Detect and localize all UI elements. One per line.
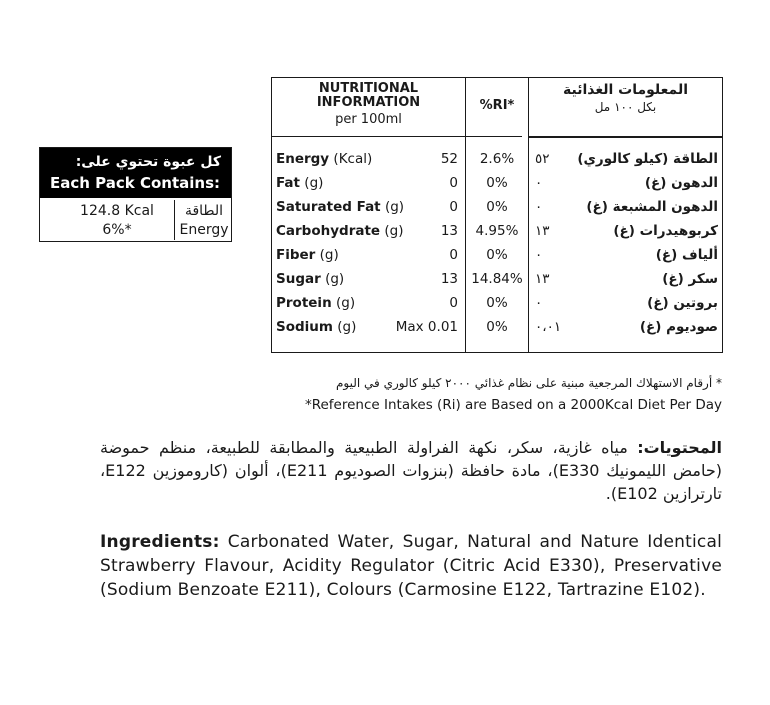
nutrient-name: Fiber (276, 247, 316, 263)
pack-energy-label-ar: الطاقة (184, 203, 224, 219)
nutrient-ri: 2.6% (479, 151, 515, 167)
nutrient-ri: 0% (486, 175, 508, 191)
nutrient-unit: (g) (337, 319, 357, 335)
nutrient-name: Protein (276, 295, 332, 311)
nutrient-row (272, 219, 722, 243)
nutrient-value-ar: ١٣ (535, 271, 550, 287)
nutrient-value-ar: ٠ (535, 199, 543, 215)
ingredients-en (100, 530, 722, 602)
pack-energy-ri: 6%* (102, 222, 132, 238)
nutrient-value: 52 (440, 151, 458, 167)
pack-contents-box (39, 147, 232, 242)
ingredients-label-en: Ingredients: (100, 532, 220, 552)
nutrient-label-ar: سكر (غ) (662, 271, 718, 287)
nutrient-name: Sodium (276, 319, 333, 335)
pack-divider (174, 200, 175, 240)
nutrient-value-ar: ٠،٠١ (535, 319, 562, 335)
ingredients-label-ar: المحتويات: (637, 438, 722, 457)
nutrient-label-ar: بروتين (غ) (647, 295, 718, 311)
pack-energy-values (62, 202, 172, 240)
pack-energy-label-en: Energy (179, 222, 229, 238)
nutrient-ri: 0% (486, 295, 508, 311)
nutrient-label-ar: الدهون المشبعة (غ) (586, 199, 718, 215)
nutrient-value: 13 (440, 223, 458, 239)
nutrient-value-ar: ٥٢ (535, 151, 550, 167)
nutrition-title-ar: المعلومات الغذائية (562, 82, 688, 98)
nutrient-ri: 14.84% (471, 271, 523, 287)
nutrient-value: 0 (449, 295, 458, 311)
nutrient-row (272, 171, 722, 195)
pack-energy-row (40, 198, 231, 242)
nutrient-name: Saturated Fat (276, 199, 381, 215)
nutrient-value: 0 (449, 175, 458, 191)
nutrient-unit: (g) (319, 247, 339, 263)
footnote-en: *Reference Intakes (Ri) are Based on a 2000Kcal Diet Per Day (304, 397, 722, 413)
nutrient-ri: 4.95% (475, 223, 519, 239)
nutrition-header-en (272, 82, 465, 127)
ingredients-text-ar: مياه غازية، سكر، نكهة الفراولة الطبيعية والمطابقة للطبيعة، منظم حموضة (حامض الليمونيك E330)، مادة حافظة (بنزوات الصوديوم E211)، ألوان (كاروموزين E122، تارترازين E102). (100, 438, 723, 503)
pack-title-en: Each Pack Contains: (50, 174, 220, 192)
ri-header: %RI* (479, 98, 515, 113)
nutrient-label-ar: كربوهيدرات (غ) (613, 223, 718, 239)
footnote-ar: * أرقام الاستهلاك المرجعية مبنية على نظام غذائي ٢٠٠٠ كيلو كالوري في اليوم (335, 376, 722, 390)
nutrient-name: Carbohydrate (276, 223, 381, 239)
nutrition-table (271, 77, 723, 353)
nutrient-ri: 0% (486, 319, 508, 335)
nutrient-label-ar: ألياف (غ) (655, 247, 718, 263)
nutrient-value: 13 (440, 271, 458, 287)
nutrition-per-en: per 100ml (335, 112, 402, 127)
nutrient-ri: 0% (486, 199, 508, 215)
nutrition-header-ar (529, 82, 722, 114)
pack-contents-header (40, 148, 231, 198)
pack-energy-value: 124.8 Kcal (80, 203, 154, 219)
nutrient-value: Max 0.01 (395, 319, 458, 335)
nutrient-unit: (g) (325, 271, 345, 287)
nutrient-row (272, 291, 722, 315)
header-rule-ar (529, 136, 722, 138)
nutrient-value-ar: ٠ (535, 175, 543, 191)
nutrient-unit: (g) (304, 175, 324, 191)
nutrient-ri: 0% (486, 247, 508, 263)
nutrient-name: Sugar (276, 271, 321, 287)
nutrient-label-ar: الدهون (غ) (644, 175, 718, 191)
ingredients-text-en: Carbonated Water, Sugar, Natural and Nature Identical Strawberry Flavour, Acidity Regulator (Citric Acid E330), Preservative (Sodium Benzoate E211), Colours (Carmosine E122, Tartrazine E102). (100, 532, 722, 600)
nutrient-unit: (g) (335, 295, 356, 311)
pack-energy-labels (176, 202, 232, 240)
nutrient-value: 0 (449, 247, 458, 263)
nutrient-value-ar: ١٣ (535, 223, 550, 239)
nutrient-unit: (g) (384, 199, 405, 215)
nutrient-value-ar: ٠ (535, 295, 543, 311)
nutrient-row (272, 147, 722, 171)
nutrition-per-ar: بكل ١٠٠ مل (594, 100, 657, 114)
nutrient-row (272, 315, 722, 339)
nutrient-row (272, 267, 722, 291)
nutrient-unit: (Kcal) (333, 151, 373, 167)
nutrient-value-ar: ٠ (535, 247, 543, 263)
header-rule (272, 136, 522, 137)
nutrient-row (272, 243, 722, 267)
nutrient-row (272, 195, 722, 219)
nutrient-name: Fat (276, 175, 300, 191)
nutrient-label-ar: صوديوم (غ) (639, 319, 718, 335)
ingredients-ar (100, 436, 722, 505)
nutrient-name: Energy (276, 151, 330, 167)
nutrient-label-ar: الطاقة (كيلو كالوري) (577, 151, 718, 167)
nutrition-title-en: NUTRITIONAL INFORMATION (316, 81, 421, 110)
pack-title-ar: كل عبوة تحتوي على: (75, 154, 221, 170)
nutrient-value: 0 (449, 199, 458, 215)
nutrient-unit: (g) (384, 223, 404, 239)
